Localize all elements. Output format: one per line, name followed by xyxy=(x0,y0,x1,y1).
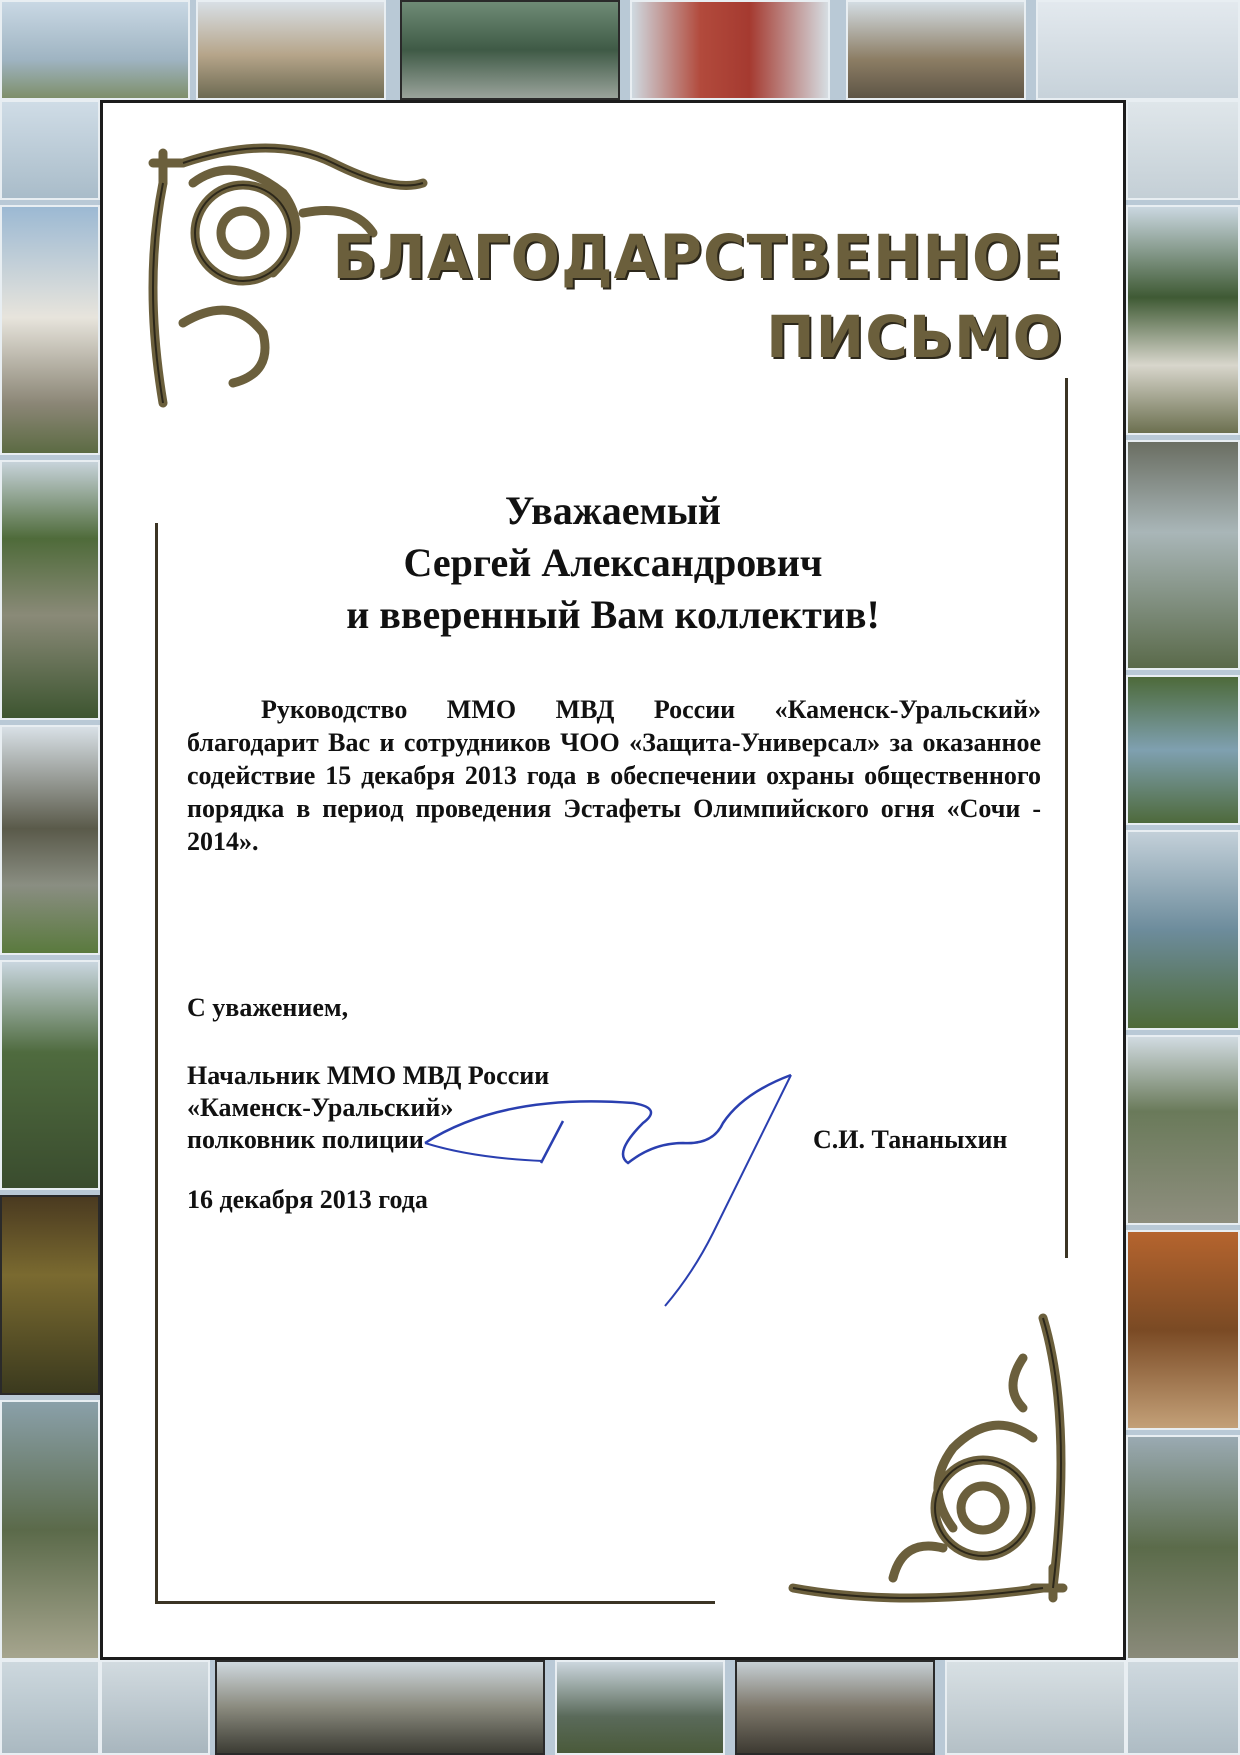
photo-tile xyxy=(0,960,100,1190)
photo-tile xyxy=(1126,1035,1240,1225)
signatory-position-line-2: «Каменск-Уральский» xyxy=(187,1093,454,1122)
letter-date: 16 декабря 2013 года xyxy=(187,1185,428,1214)
title-line-2: ПИСЬМО xyxy=(766,303,1063,371)
photo-tile xyxy=(100,1660,210,1755)
frame-rule-left xyxy=(155,523,158,1603)
photo-tile xyxy=(0,0,190,100)
signatory-position-line-1: Начальник ММО МВД России xyxy=(187,1061,550,1090)
photo-tile xyxy=(0,1195,100,1395)
greeting-line-3: и вверенный Вам коллектив! xyxy=(346,592,880,637)
signatory-position-line-3: полковник полиции xyxy=(187,1125,424,1154)
photo-tile xyxy=(1036,0,1240,100)
photo-tile xyxy=(630,0,830,100)
frame-rule-bottom xyxy=(155,1601,715,1604)
greeting-line-2: Сергей Александрович xyxy=(403,540,823,585)
photo-tile xyxy=(0,1660,100,1755)
corner-ornament-bottom-right xyxy=(773,1298,1093,1618)
photo-tile xyxy=(215,1660,545,1755)
photo-tile xyxy=(196,0,386,100)
photo-tile xyxy=(735,1660,935,1755)
photo-tile xyxy=(555,1660,725,1755)
photo-tile xyxy=(1126,675,1240,825)
signatory-name: С.И. Тананыхин xyxy=(813,1125,1008,1154)
photo-tile xyxy=(0,1400,100,1660)
letter-body: Руководство ММО МВД России «Каменск-Уральский» благодарит Вас и сотрудников ЧОО «Защита-Универсал» за оказанное содействие 15 декабря 2013 года в обеспечении охраны общественного порядка в период проведения Эстафеты Олимпийского огня «Сочи - 2014». xyxy=(187,695,1041,856)
photo-tile xyxy=(846,0,1026,100)
letter-sheet xyxy=(100,100,1126,1660)
closing: С уважением, xyxy=(187,993,349,1022)
photo-tile xyxy=(945,1660,1126,1755)
photo-tile xyxy=(0,460,100,720)
photo-tile xyxy=(1126,1660,1240,1755)
photo-tile xyxy=(1126,440,1240,670)
greeting-line-1: Уважаемый xyxy=(505,488,721,533)
photo-tile xyxy=(1126,830,1240,1030)
photo-tile xyxy=(1126,1435,1240,1660)
photo-tile xyxy=(1126,100,1240,200)
signature xyxy=(413,1063,833,1323)
photo-tile xyxy=(400,0,620,100)
photo-tile xyxy=(1126,1230,1240,1430)
title-line-1: БЛАГОДАРСТВЕННОЕ xyxy=(332,221,1063,293)
photo-tile xyxy=(0,725,100,955)
photo-tile xyxy=(0,205,100,455)
photo-tile xyxy=(1126,205,1240,435)
photo-tile xyxy=(0,100,100,200)
